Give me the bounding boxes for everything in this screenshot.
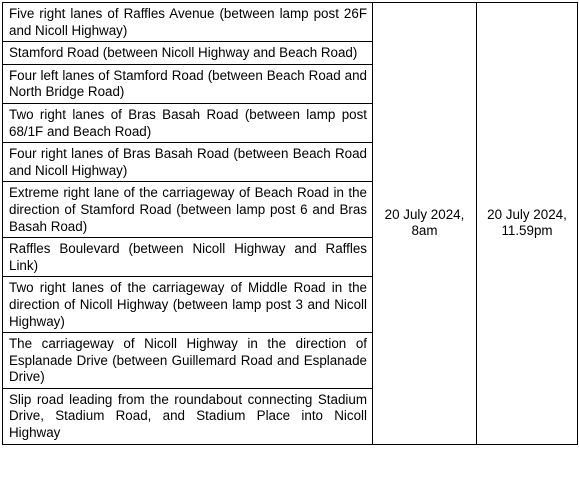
road-name-cell: Extreme right lane of the carriageway of Beach Road in the direction of Stamford Road (between lamp post 6 and Bras Basah Road)	[3, 182, 373, 238]
road-closure-table	[2, 2, 578, 445]
road-name-cell: Four left lanes of Stamford Road (between Beach Road and North Bridge Road)	[3, 64, 373, 103]
road-name-cell: Stamford Road (between Nicoll Highway and Beach Road)	[3, 42, 373, 65]
table-row	[3, 3, 578, 42]
end-time-cell: 20 July 2024, 11.59pm	[477, 3, 578, 445]
road-name-cell: The carriageway of Nicoll Highway in the direction of Esplanade Drive (between Guillemard Road and Esplanade Drive)	[3, 333, 373, 389]
road-name-cell: Raffles Boulevard (between Nicoll Highway and Raffles Link)	[3, 238, 373, 277]
start-time-cell: 20 July 2024, 8am	[373, 3, 477, 445]
road-name-cell: Slip road leading from the roundabout connecting Stadium Drive, Stadium Road, and Stadium Place into Nicoll Highway	[3, 388, 373, 444]
road-name-cell: Five right lanes of Raffles Avenue (between lamp post 26F and Nicoll Highway)	[3, 3, 373, 42]
road-name-cell: Two right lanes of the carriageway of Middle Road in the direction of Nicoll Highway (between lamp post 3 and Nicoll Highway)	[3, 277, 373, 333]
road-name-cell: Four right lanes of Bras Basah Road (between Beach Road and Nicoll Highway)	[3, 143, 373, 182]
road-name-cell: Two right lanes of Bras Basah Road (between lamp post 68/1F and Beach Road)	[3, 103, 373, 142]
